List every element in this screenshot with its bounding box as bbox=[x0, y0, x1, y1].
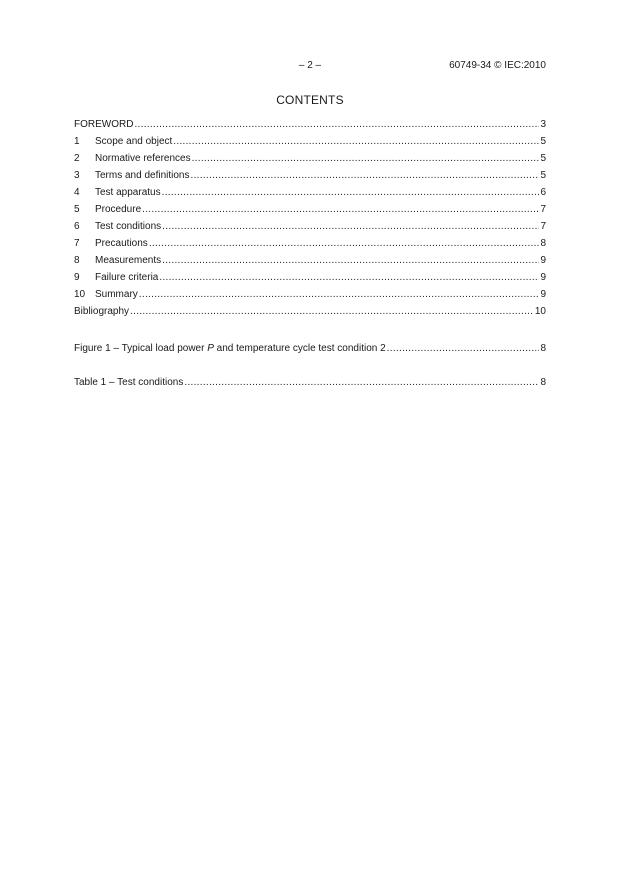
toc-entry-normative-references[interactable] bbox=[74, 152, 546, 169]
toc-dot-leader bbox=[130, 305, 534, 318]
toc-dot-leader bbox=[192, 152, 540, 165]
toc-dot-leader bbox=[139, 288, 540, 301]
toc-table-1[interactable] bbox=[74, 376, 546, 393]
toc-entry-text: Normative references bbox=[95, 153, 191, 164]
toc-entry-scope[interactable] bbox=[74, 135, 546, 152]
toc-entry-page: 10 bbox=[534, 306, 546, 317]
toc-entry-page: 5 bbox=[540, 136, 546, 147]
toc-entry-text: Terms and definitions bbox=[95, 170, 190, 181]
toc-entry-page: 8 bbox=[540, 238, 546, 249]
toc-table-page: 8 bbox=[540, 377, 546, 388]
toc-dot-leader bbox=[173, 135, 539, 148]
toc-entry-number: 6 bbox=[74, 221, 80, 232]
toc-figure-page: 8 bbox=[540, 343, 546, 354]
toc-entry-text: Failure criteria bbox=[95, 272, 159, 283]
toc-entry-foreword[interactable] bbox=[74, 118, 546, 135]
toc-entry-terms[interactable] bbox=[74, 169, 546, 186]
toc-dot-leader bbox=[142, 203, 539, 216]
toc-entry-procedure[interactable] bbox=[74, 203, 546, 220]
toc-entry-page: 7 bbox=[540, 221, 546, 232]
toc-dot-leader bbox=[191, 169, 540, 182]
toc-entry-page: 5 bbox=[540, 153, 546, 164]
toc-dot-leader bbox=[134, 118, 539, 131]
toc-entry-page: 3 bbox=[540, 119, 546, 130]
toc-entry-text: Precautions bbox=[95, 238, 148, 249]
toc-entry-test-conditions[interactable] bbox=[74, 220, 546, 237]
toc-table-text: Table 1 – Test conditions bbox=[74, 377, 184, 388]
figure-caption-symbol: P bbox=[207, 343, 214, 354]
toc-dot-leader bbox=[162, 186, 540, 199]
toc-entry-number: 10 bbox=[74, 289, 86, 300]
page-number: – 2 – bbox=[298, 60, 322, 71]
document-reference: 60749-34 © IEC:2010 bbox=[449, 60, 546, 71]
toc-entry-page: 9 bbox=[540, 272, 546, 283]
toc-entry-page: 9 bbox=[540, 255, 546, 266]
toc-entry-text: Summary bbox=[95, 289, 138, 300]
toc-entry-precautions[interactable] bbox=[74, 237, 546, 254]
toc-entry-number: 9 bbox=[74, 272, 80, 283]
toc-dot-leader bbox=[162, 220, 539, 233]
toc-dot-leader bbox=[184, 376, 539, 389]
toc-figure-text bbox=[74, 342, 386, 355]
toc-entry-number: 3 bbox=[74, 170, 80, 181]
toc-entry-text: Test apparatus bbox=[95, 187, 161, 198]
toc-entry-text: Test conditions bbox=[95, 221, 162, 232]
toc-entry-text: Bibliography bbox=[74, 306, 130, 317]
figure-caption-suffix: and temperature cycle test condition 2 bbox=[213, 343, 386, 354]
toc-entry-number: 8 bbox=[74, 255, 80, 266]
toc-entry-summary[interactable] bbox=[74, 288, 546, 305]
toc-entry-text: Scope and object bbox=[95, 136, 173, 147]
toc-dot-leader bbox=[159, 271, 539, 284]
toc-entry-measurements[interactable] bbox=[74, 254, 546, 271]
toc-entries bbox=[74, 118, 546, 322]
toc-dot-leader bbox=[162, 254, 539, 267]
toc-entry-page: 9 bbox=[540, 289, 546, 300]
contents-title: CONTENTS bbox=[276, 93, 344, 107]
toc-dot-leader bbox=[149, 237, 540, 250]
toc-entry-bibliography[interactable] bbox=[74, 305, 546, 322]
toc-entry-page: 6 bbox=[540, 187, 546, 198]
toc-entry-text: Measurements bbox=[95, 255, 162, 266]
toc-entry-text: FOREWORD bbox=[74, 119, 134, 130]
page-header bbox=[74, 60, 546, 74]
figure-caption-prefix: Figure 1 – Typical load power bbox=[74, 343, 208, 354]
toc-tables bbox=[74, 376, 546, 393]
toc-entry-number: 5 bbox=[74, 204, 80, 215]
toc-dot-leader bbox=[387, 342, 540, 355]
toc-entry-test-apparatus[interactable] bbox=[74, 186, 546, 203]
toc-entry-failure-criteria[interactable] bbox=[74, 271, 546, 288]
toc-entry-page: 7 bbox=[540, 204, 546, 215]
toc-entry-number: 2 bbox=[74, 153, 80, 164]
toc-figures bbox=[74, 342, 546, 359]
toc-entry-number: 7 bbox=[74, 238, 80, 249]
toc-entry-number: 4 bbox=[74, 187, 80, 198]
toc-entry-number: 1 bbox=[74, 136, 80, 147]
toc-figure-1[interactable] bbox=[74, 342, 546, 359]
toc-entry-text: Procedure bbox=[95, 204, 142, 215]
toc-entry-page: 5 bbox=[540, 170, 546, 181]
